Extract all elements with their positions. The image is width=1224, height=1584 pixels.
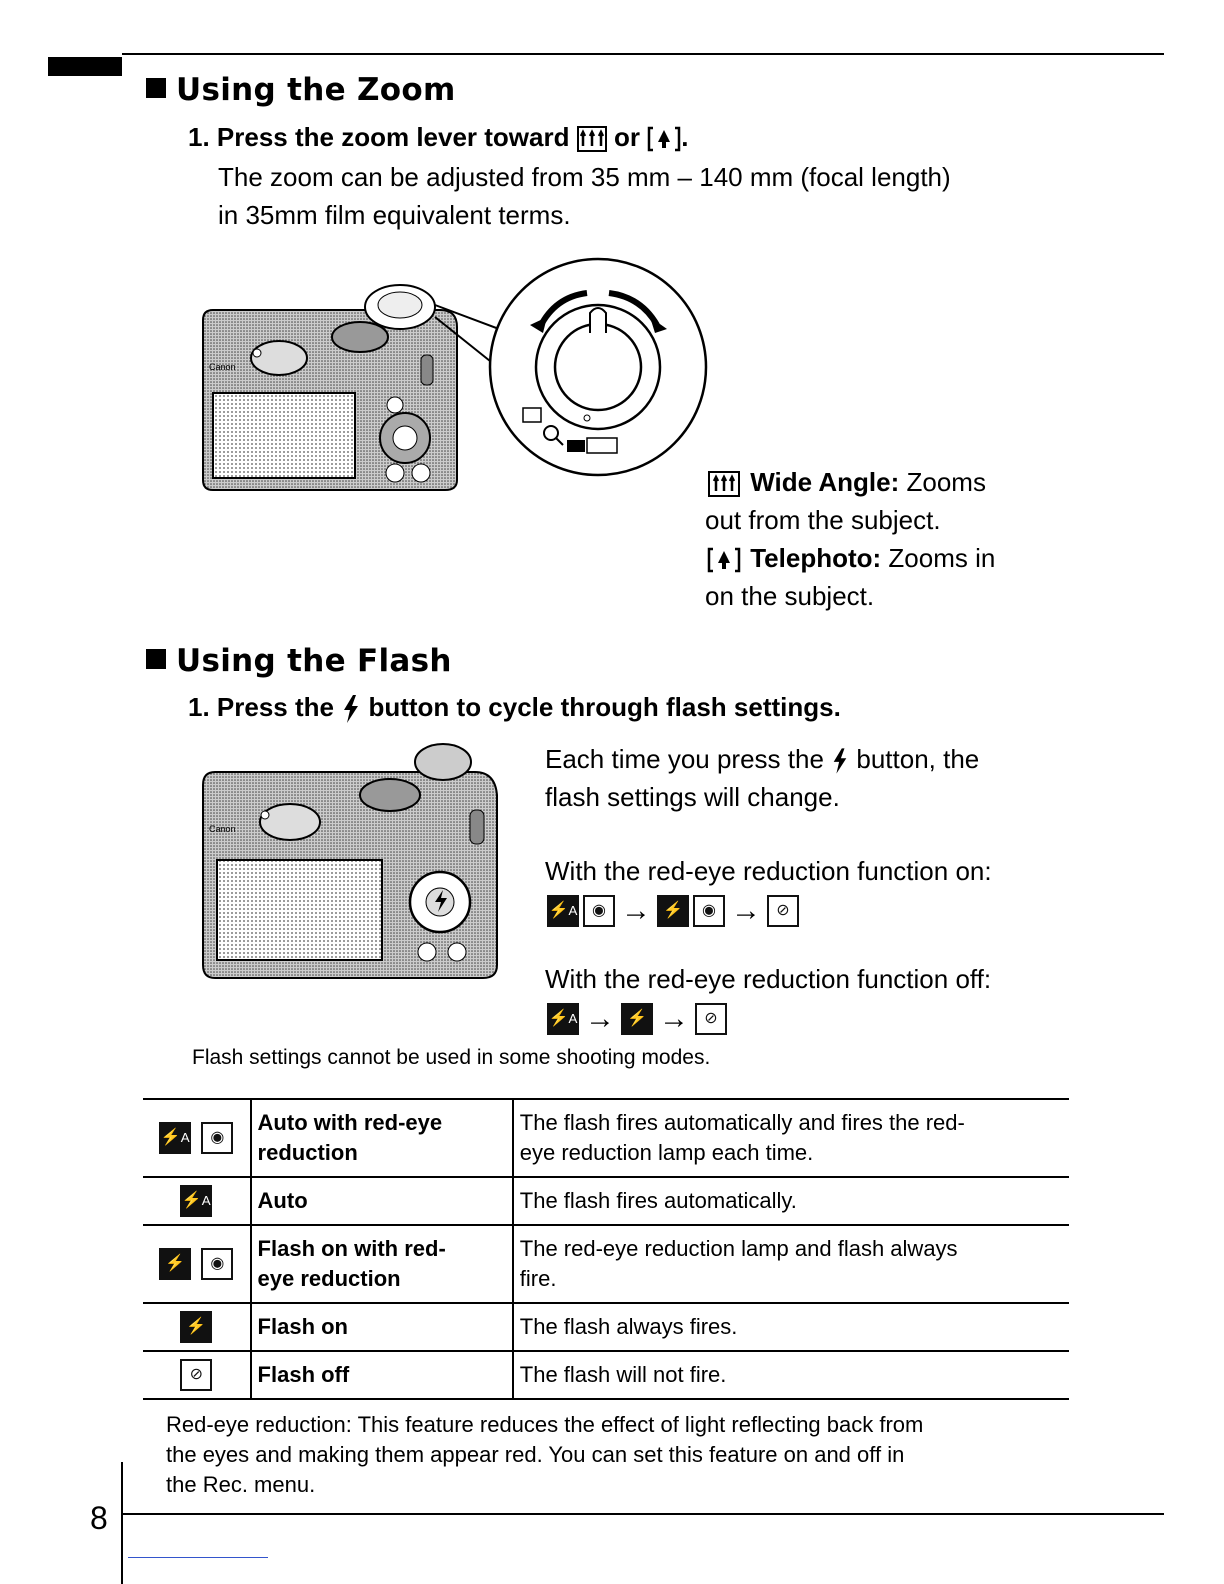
redeye-on-sequence <box>545 890 992 930</box>
flash-explanation: Each time you press the button, the flash settings will change. With the red-eye reduction function on: ⚡ A ◉ → ⚡ ◉ → ⊘ With the red-eye reduction function off: ⚡ A → ⚡ → ⊘ <box>545 740 992 1038</box>
page-number: 8 <box>90 1500 108 1536</box>
telephoto-icon <box>705 547 743 573</box>
flash-icon <box>831 747 849 775</box>
table-row: ⚡ ◉ Flash on with red- eye reduction The red-eye reduction lamp and flash always fire. <box>143 1225 1069 1303</box>
section-tab-marker <box>48 57 122 76</box>
telephoto-legend: Telephoto: Zooms in <box>705 539 995 577</box>
arrow-icon: → <box>621 894 651 928</box>
flash-off-icon: ⊘ <box>695 1003 727 1035</box>
flash-on-icon: ⚡ <box>180 1311 212 1343</box>
arrow-icon: → <box>731 894 761 928</box>
wide-angle-legend: Wide Angle: Zooms <box>705 463 995 501</box>
table-row: ⚡ A Auto The flash fires automatically. <box>143 1177 1069 1225</box>
red-eye-icon: ◉ <box>201 1248 233 1280</box>
mode-icons <box>143 1099 251 1177</box>
arrow-icon: → <box>659 1002 689 1036</box>
zoom-heading: Using the Zoom <box>146 72 456 108</box>
flash-on-icon: ⚡ <box>159 1248 191 1280</box>
table-row: ⚡ A ◉ Auto with red-eye reduction The flash fires automatically and fires the red- eye reduction lamp each time. <box>143 1099 1069 1177</box>
bottom-rule <box>122 1513 1164 1515</box>
zoom-step-1: 1. Press the zoom lever toward or . <box>188 122 689 152</box>
camera-zoom-illustration <box>195 255 715 500</box>
flash-auto-icon: ⚡ A <box>547 1003 579 1035</box>
telephoto-icon <box>647 126 681 152</box>
flash-icon <box>341 694 361 724</box>
wide-angle-icon <box>705 471 743 497</box>
flash-heading: Using the Flash <box>146 643 452 679</box>
table-row: ⚡ Flash on The flash always fires. <box>143 1303 1069 1351</box>
mode-icons <box>143 1225 251 1303</box>
flash-on-icon: ⚡ <box>657 895 689 927</box>
mode-icons <box>143 1351 251 1399</box>
flash-on-icon: ⚡ <box>621 1003 653 1035</box>
red-eye-footnote: Red-eye reduction: This feature reduces the effect of light reflecting back from the eyes and making them appear red. You can set this feature on and off in the Rec. menu. <box>166 1412 924 1497</box>
zoom-description: The zoom can be adjusted from 35 mm – 140 mm (focal length) in 35mm film equivalent terms. <box>218 162 951 230</box>
top-rule <box>122 53 1164 55</box>
flash-auto-icon: ⚡ A <box>180 1185 212 1217</box>
bullet-square <box>146 649 166 669</box>
arrow-icon: → <box>585 1002 615 1036</box>
mode-icons <box>143 1303 251 1351</box>
flash-off-icon: ⊘ <box>180 1359 212 1391</box>
red-eye-icon: ◉ <box>201 1122 233 1154</box>
flash-auto-icon: ⚡ A <box>159 1122 191 1154</box>
flash-step-1: 1. Press the button to cycle through flash settings. <box>188 692 841 724</box>
flash-off-icon: ⊘ <box>767 895 799 927</box>
red-eye-icon: ◉ <box>693 895 725 927</box>
bullet-square <box>146 78 166 98</box>
flash-note: Flash settings cannot be used in some shooting modes. <box>192 1046 711 1069</box>
red-eye-icon: ◉ <box>583 895 615 927</box>
table-row: ⊘ Flash off The flash will not fire. <box>143 1351 1069 1399</box>
svg-text:Canon: Canon <box>209 824 236 834</box>
page-edge-bar <box>121 1462 123 1584</box>
flash-auto-icon: ⚡ A <box>547 895 579 927</box>
flash-modes-table <box>143 1098 1069 1400</box>
redeye-off-sequence <box>545 998 992 1038</box>
svg-text:Canon: Canon <box>209 362 236 372</box>
camera-flash-illustration <box>195 740 510 985</box>
link-underline <box>128 1557 268 1558</box>
zoom-legend: Wide Angle: Zooms out from the subject. Telephoto: Zooms in on the subject. <box>705 463 995 615</box>
mode-icons <box>143 1177 251 1225</box>
wide-angle-icon <box>577 126 607 152</box>
